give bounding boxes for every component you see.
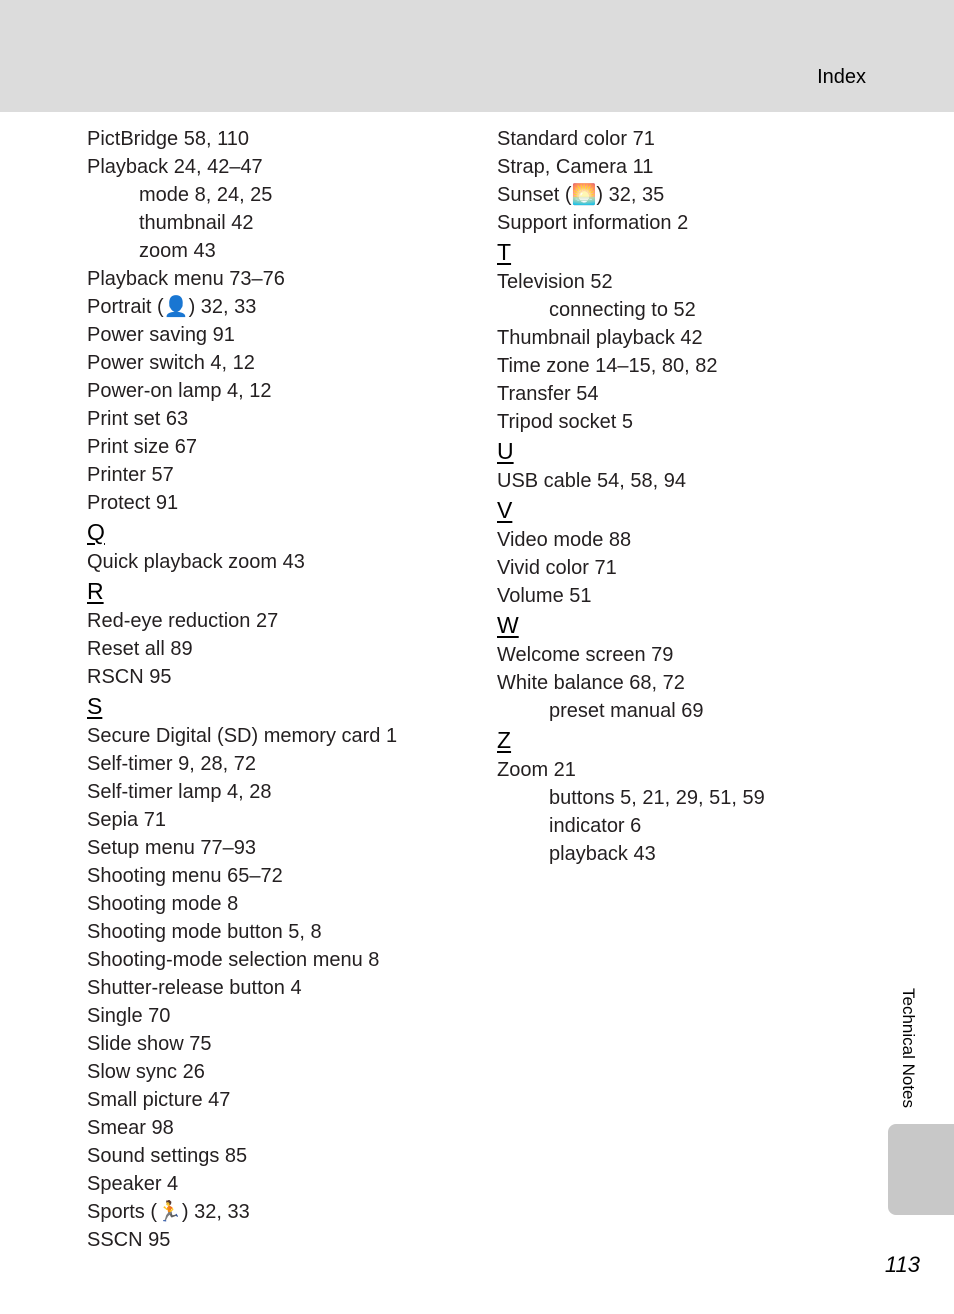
index-letter-heading: S xyxy=(87,693,103,719)
index-entry: Sunset (🌅) 32, 35 xyxy=(497,184,665,206)
index-letter-heading: W xyxy=(497,612,519,638)
index-entry: Power saving 91 xyxy=(87,324,235,346)
index-entry: Print size 67 xyxy=(87,436,198,458)
index-column-right xyxy=(497,125,887,868)
index-entry: Shooting mode 8 xyxy=(87,893,239,915)
index-entry: Zoom 21 xyxy=(497,759,576,781)
index-entry: Strap, Camera 11 xyxy=(497,156,654,178)
side-tab-label: Technical Notes xyxy=(899,988,918,1109)
index-entry: Setup menu 77–93 xyxy=(87,837,257,859)
index-entry: Playback menu 73–76 xyxy=(87,268,285,290)
index-entry: White balance 68, 72 xyxy=(497,672,685,694)
index-entry: Tripod socket 5 xyxy=(497,411,633,433)
index-entry: Volume 51 xyxy=(497,585,592,607)
index-entry: Support information 2 xyxy=(497,212,689,234)
index-subentry: connecting to 52 xyxy=(549,299,696,321)
index-entry: Speaker 4 xyxy=(87,1173,179,1195)
index-entry: Single 70 xyxy=(87,1005,171,1027)
index-subentry: preset manual 69 xyxy=(549,700,704,722)
page-number: 113 xyxy=(884,1252,920,1277)
index-column-left xyxy=(87,125,477,1254)
index-entry: Slide show 75 xyxy=(87,1033,212,1055)
index-entry: Standard color 71 xyxy=(497,128,655,150)
index-entry: Television 52 xyxy=(497,271,613,293)
index-entry: Time zone 14–15, 80, 82 xyxy=(497,355,718,377)
index-entry: Smear 98 xyxy=(87,1117,174,1139)
index-entry: Playback 24, 42–47 xyxy=(87,156,263,178)
index-entry: Shooting mode button 5, 8 xyxy=(87,921,322,943)
index-subentry: indicator 6 xyxy=(549,815,642,837)
index-entry: Printer 57 xyxy=(87,464,174,486)
index-entry: Shooting menu 65–72 xyxy=(87,865,283,887)
index-entry: Power-on lamp 4, 12 xyxy=(87,380,272,402)
index-entry: Sports (🏃) 32, 33 xyxy=(87,1201,250,1223)
index-entry: Self-timer lamp 4, 28 xyxy=(87,781,272,803)
index-entry: Reset all 89 xyxy=(87,638,193,660)
index-subentry: playback 43 xyxy=(549,843,656,865)
index-entry: Portrait (👤) 32, 33 xyxy=(87,296,257,318)
side-tab-marker xyxy=(888,1124,954,1215)
index-entry: Sound settings 85 xyxy=(87,1145,248,1167)
index-letter-heading: Z xyxy=(497,727,512,753)
index-entry: Thumbnail playback 42 xyxy=(497,327,703,349)
header-band xyxy=(0,0,954,112)
index-entry: Self-timer 9, 28, 72 xyxy=(87,753,256,775)
index-entry: Video mode 88 xyxy=(497,529,632,551)
index-letter-heading: V xyxy=(497,497,513,523)
index-entry: Transfer 54 xyxy=(497,383,599,405)
index-entry: Secure Digital (SD) memory card 1 xyxy=(87,725,398,747)
index-entry: Power switch 4, 12 xyxy=(87,352,255,374)
index-entry: Slow sync 26 xyxy=(87,1061,205,1083)
index-letter-heading: Q xyxy=(87,519,105,545)
index-entry: Protect 91 xyxy=(87,492,179,514)
index-entry: Print set 63 xyxy=(87,408,189,430)
index-subentry: zoom 43 xyxy=(139,240,216,262)
index-entry: Sepia 71 xyxy=(87,809,166,831)
index-subentry: thumbnail 42 xyxy=(139,212,254,234)
index-entry: Shooting-mode selection menu 8 xyxy=(87,949,380,971)
index-letter-heading: U xyxy=(497,438,514,464)
index-subentry: mode 8, 24, 25 xyxy=(139,184,273,206)
index-entry: PictBridge 58, 110 xyxy=(87,128,249,150)
index-subentry: buttons 5, 21, 29, 51, 59 xyxy=(549,787,765,809)
index-letter-heading: R xyxy=(87,578,104,604)
index-entry: Welcome screen 79 xyxy=(497,644,674,666)
section-title: Index xyxy=(817,66,866,88)
index-entry: SSCN 95 xyxy=(87,1229,171,1251)
index-entry: Shutter-release button 4 xyxy=(87,977,302,999)
index-entry: Small picture 47 xyxy=(87,1089,231,1111)
index-letter-heading: T xyxy=(497,239,512,265)
index-entry: Quick playback zoom 43 xyxy=(87,551,305,573)
index-entry: Vivid color 71 xyxy=(497,557,617,579)
index-entry: RSCN 95 xyxy=(87,666,172,688)
index-entry: USB cable 54, 58, 94 xyxy=(497,470,687,492)
index-entry: Red-eye reduction 27 xyxy=(87,610,279,632)
